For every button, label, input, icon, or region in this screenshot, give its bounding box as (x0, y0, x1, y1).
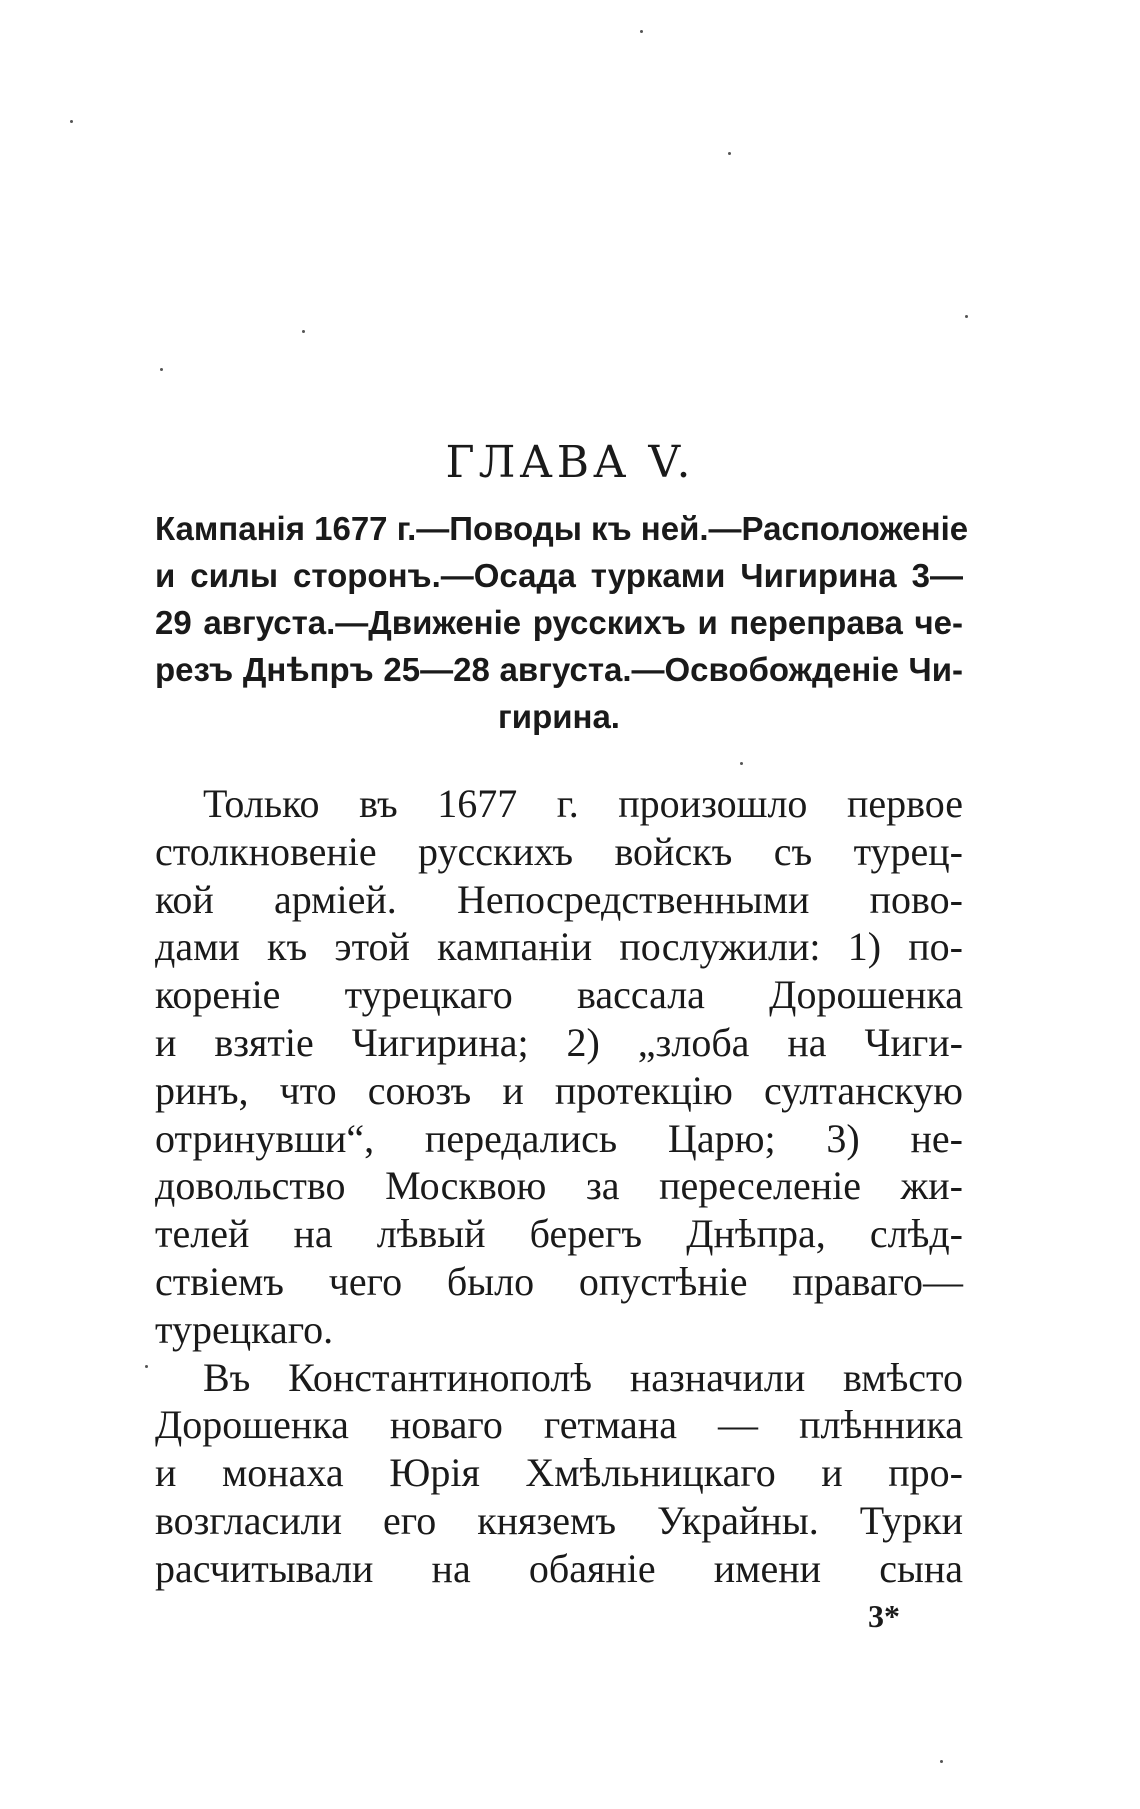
paper-speck (145, 1365, 148, 1368)
body-line: ринъ, что союзъ и протекцію султанскую (155, 1067, 963, 1113)
body-line: отринувши“, передались Царю; 3) не- (155, 1115, 963, 1161)
paper-speck (70, 120, 73, 123)
body-line: кой арміей. Непосредственными пово- (155, 876, 963, 922)
chapter-heading: ГЛАВА V. (445, 437, 695, 489)
chapter-summary (155, 505, 969, 740)
body-line: кореніе турецкаго вассала Дорошенка (155, 972, 963, 1018)
body-line: довольство Москвою за переселеніе жи- (155, 1163, 963, 1209)
body-line: ствіемъ чего было опустѣніе праваго— (155, 1258, 963, 1304)
paper-speck (940, 1760, 943, 1763)
body-text (155, 780, 963, 1593)
summary-line: гирина. (498, 698, 620, 735)
body-line: Только въ 1677 г. произошло первое (203, 781, 963, 826)
body-line: Дорошенка новаго гетмана — плѣнника (155, 1402, 963, 1448)
summary-line: 29 августа.—Движеніе русскихъ и переправа че- (155, 604, 963, 641)
body-line: и монаха Юрія Хмѣльницкаго и про- (155, 1450, 963, 1496)
paper-speck (302, 330, 305, 333)
summary-line: Кампанія 1677 г.—Поводы къ ней.—Расположеніе (155, 510, 969, 547)
paper-speck (160, 368, 163, 371)
summary-line: и силы сторонъ.—Осада турками Чигирина 3— (155, 557, 963, 594)
paper-speck (728, 152, 731, 155)
body-line: столкновеніе русскихъ войскъ съ турец- (155, 828, 963, 874)
body-line: телей на лѣвый берегъ Днѣпра, слѣд- (155, 1211, 963, 1257)
paper-speck (965, 315, 968, 318)
signature-mark: 3* (868, 1598, 900, 1634)
body-line: турецкаго. (155, 1306, 334, 1352)
paper-speck (640, 30, 643, 33)
body-line: возгласили его княземъ Украйны. Турки (155, 1497, 963, 1543)
body-line: расчитывали на обаяніе имени сына (155, 1545, 963, 1591)
body-line: Въ Константинополѣ назначили вмѣсто (203, 1354, 963, 1400)
paper-speck (740, 762, 743, 765)
body-line: дами къ этой кампаніи послужили: 1) по- (155, 924, 963, 970)
body-line: и взятіе Чигирина; 2) „злоба на Чиги- (155, 1019, 963, 1065)
summary-line: резъ Днѣпръ 25—28 августа.—Освобожденіе Чи- (155, 651, 963, 688)
